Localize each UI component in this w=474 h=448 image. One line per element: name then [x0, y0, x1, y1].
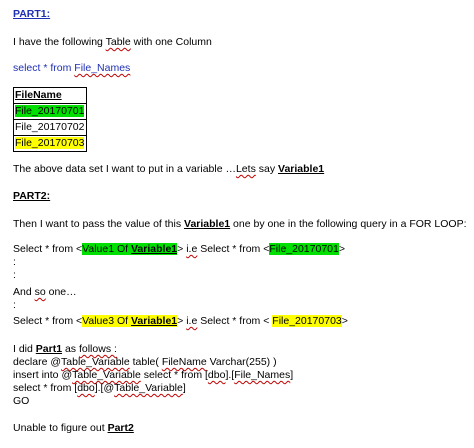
dataset-lets: Lets [235, 163, 256, 175]
code-line-go: GO [13, 395, 30, 407]
unable-pre: Unable to figure out [13, 422, 108, 434]
table-header-cell: FileName [14, 88, 87, 104]
then-pre: Then I want to pass the value of this [13, 218, 185, 230]
intro-table-word: Table [105, 36, 131, 48]
code-table-variable: Table_Variable [72, 369, 141, 381]
select1-value-text: Value1 Of [82, 243, 131, 255]
code-dbo: dbo [77, 382, 95, 394]
code-filename: FileName [161, 356, 207, 368]
select3-pre: Select * from < [13, 315, 83, 327]
select3-value-highlight [82, 315, 177, 327]
table-cell-value: File_20170701 [15, 105, 85, 117]
unable-part2: Part2 [107, 422, 134, 434]
code-text: select * from [ [13, 382, 78, 394]
table-cell: File_20170702 [14, 120, 87, 136]
select3-ie: i.e [186, 315, 198, 327]
then-post: one by one in the following query in a FOR LOOP: [230, 218, 467, 230]
select1-end: > [338, 243, 345, 255]
did-part1: Part1 [35, 343, 63, 355]
did-follows: follows : [78, 343, 117, 355]
did-pre: I did [13, 343, 36, 355]
query-pre: select * from [13, 62, 75, 74]
code-file-names: File_Names [234, 369, 291, 381]
code-text: Varchar(255) ) [206, 356, 277, 368]
filenames-table [13, 87, 87, 152]
code-text: ].[@ [94, 382, 115, 394]
select1-pre: Select * from < [13, 243, 83, 255]
dataset-mid: say [255, 163, 279, 175]
part1-heading: PART1: [13, 8, 51, 20]
code-text: table( [129, 356, 162, 368]
select1-line [13, 243, 345, 256]
code-text: declare @ [13, 356, 62, 368]
unable-line [13, 422, 134, 435]
did-mid: as [62, 343, 79, 355]
table-row [14, 104, 87, 120]
query-name: File_Names [74, 62, 131, 74]
and-so-and: And [13, 286, 35, 298]
dataset-line [13, 163, 324, 176]
code-line-select [13, 382, 186, 395]
select3-file-highlight: File_20170703 [272, 315, 342, 327]
table-header-row [14, 88, 87, 104]
select1-variable: Variable1 [131, 243, 178, 255]
part2-heading: PART2: [13, 190, 51, 202]
select3-mid: > [177, 315, 187, 327]
then-variable: Variable1 [184, 218, 231, 230]
code-table-variable: Table_Variable [114, 382, 183, 394]
intro-post: with one Column [130, 36, 212, 48]
code-table-variable: Table_Variable [61, 356, 130, 368]
select1-value-highlight [82, 243, 177, 255]
select3-line [13, 315, 348, 328]
ellipsis-dot: : [13, 269, 16, 281]
select3-mid2: Select * from < [197, 315, 273, 327]
did-line [13, 343, 117, 356]
select3-variable: Variable1 [131, 315, 178, 327]
table-cell-value: File_20170703 [15, 137, 85, 149]
table-row [14, 120, 87, 136]
ellipsis-dot: : [13, 256, 16, 268]
code-text: ] [290, 369, 294, 381]
and-so-so: so [34, 286, 46, 298]
table-row [14, 136, 87, 152]
and-so-rest: one… [45, 286, 77, 298]
select1-mid: > [177, 243, 187, 255]
table-cell [14, 104, 87, 120]
code-text: select * from [ [140, 369, 208, 381]
code-text: insert into @ [13, 369, 73, 381]
code-text: ] [182, 382, 186, 394]
select1-ie: i.e [186, 243, 198, 255]
select1-mid2: Select * from < [197, 243, 270, 255]
select3-end: > [341, 315, 348, 327]
code-text: ].[ [225, 369, 235, 381]
then-line [13, 218, 467, 231]
select1-file-highlight: File_20170701 [269, 243, 339, 255]
code-dbo: dbo [207, 369, 226, 381]
dataset-variable: Variable1 [278, 163, 325, 175]
intro-pre: I have the following [13, 36, 106, 48]
and-so-line [13, 286, 77, 299]
code-line-declare [13, 356, 277, 369]
ellipsis-dot: : [13, 299, 16, 311]
intro-line [13, 36, 212, 49]
select-query-line [13, 62, 130, 75]
table-cell [14, 136, 87, 152]
dataset-pre: The above data set I want to put in a variable … [13, 163, 236, 175]
select3-value-text: Value3 Of [82, 315, 131, 327]
code-line-insert [13, 369, 293, 382]
